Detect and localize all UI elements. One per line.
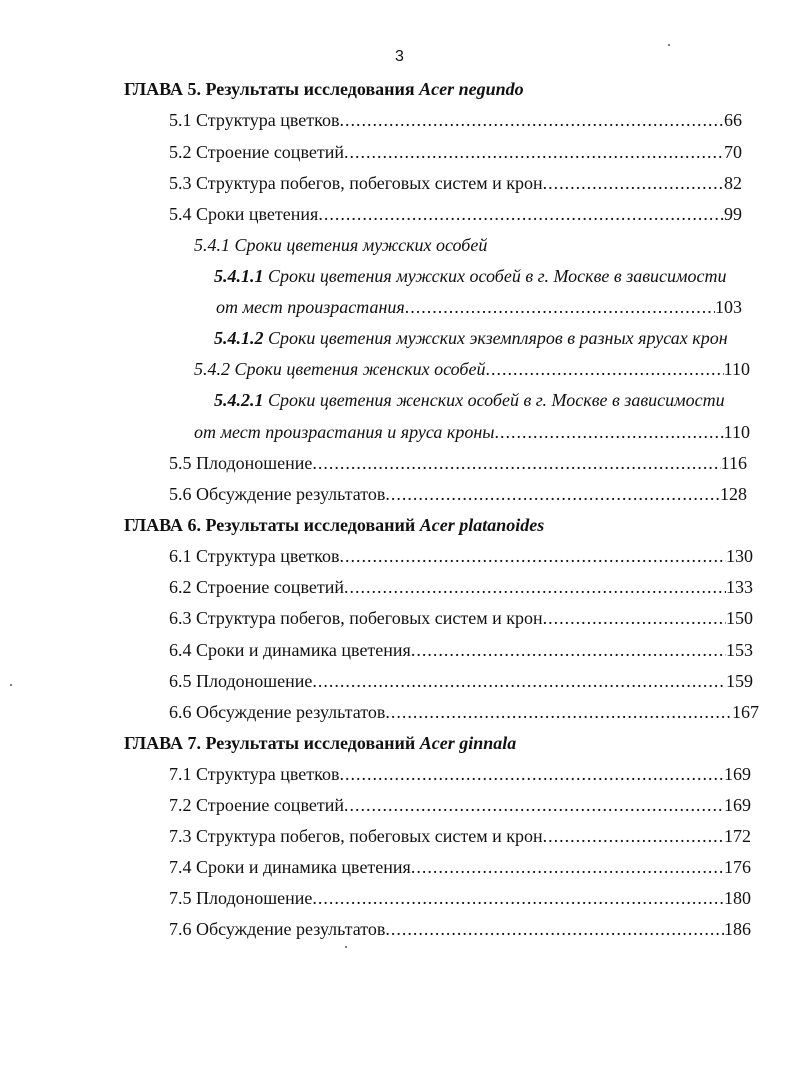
toc-entry-title: Сроки цветения мужских экземпляров в разных ярусах крон [268, 328, 728, 348]
toc-entry-6-1[interactable] [169, 545, 753, 567]
toc-entry-page: 153 [726, 640, 753, 660]
toc-entry-5-4-2-1[interactable] [214, 389, 725, 411]
toc-entry-page: 116 [720, 453, 747, 473]
toc-entry-title: 5.1 Структура цветков [169, 110, 340, 130]
toc-entry-title: 5.4.2 Сроки цветения женских особей [194, 359, 486, 379]
toc-entry-title: 7.1 Структура цветков [169, 764, 340, 784]
toc-entry-7-3[interactable] [169, 825, 751, 847]
toc-entry-number: 5.4.1.2 [214, 328, 264, 348]
chapter-7-heading [124, 732, 516, 754]
page-number: 3 [395, 48, 404, 65]
toc-entry-5-4-1-1[interactable] [214, 265, 727, 287]
toc-entry-5-1[interactable] [169, 109, 742, 131]
toc-entry-title: от мест произрастания и яруса кроны [194, 422, 495, 442]
scan-speck [10, 684, 12, 686]
toc-entry-title: Сроки цветения мужских особей в г. Москве в зависимости [268, 266, 727, 286]
toc-entry-7-6[interactable] [169, 918, 751, 940]
toc-entry-7-4[interactable] [169, 856, 751, 878]
toc-entry-page: 169 [724, 795, 751, 815]
toc-entry-7-1[interactable] [169, 763, 751, 785]
toc-entry-number: 5.4.2.1 [214, 390, 264, 410]
toc-entry-5-4-1-2[interactable] [214, 327, 728, 349]
toc-entry-title: 6.2 Строение соцветий [169, 577, 344, 597]
toc-entry-title: 7.6 Обсуждение результатов [169, 919, 386, 939]
toc-entry-5-3[interactable] [169, 172, 742, 194]
toc-entry-title: 5.4 Сроки цветения [169, 204, 319, 224]
toc-entry-6-3[interactable] [169, 607, 753, 629]
toc-entry-title: 6.3 Структура побегов, побеговых систем и крон [169, 608, 543, 628]
chapter-5-heading [124, 78, 524, 100]
toc-entry-6-5[interactable] [169, 670, 753, 692]
toc-entry-page: 103 [715, 297, 742, 317]
toc-entry-5-4-1[interactable]: 5.4.1 Сроки цветения мужских особей [194, 235, 488, 255]
scan-speck [345, 946, 347, 948]
toc-entry-page: 99 [724, 204, 742, 224]
chapter-7-heading-text: ГЛАВА 7. Результаты исследований [124, 733, 416, 753]
toc-entry-7-2[interactable] [169, 794, 751, 816]
toc-entry-page: 159 [726, 671, 753, 691]
toc-entry-title: 7.4 Сроки и динамика цветения [169, 857, 411, 877]
toc-entry-title: 6.1 Структура цветков [169, 546, 340, 566]
toc-entry-page: 110 [723, 359, 750, 379]
toc-entry-title: 5.6 Обсуждение результатов [169, 484, 386, 504]
toc-entry-5-4-2[interactable] [194, 358, 750, 380]
toc-entry-page: 130 [726, 546, 753, 566]
toc-entry-5-2[interactable] [169, 141, 742, 163]
toc-entry-page: 169 [724, 764, 751, 784]
toc-entry-page: 186 [724, 919, 751, 939]
toc-entry-title: 5.5 Плодоношение [169, 453, 313, 473]
toc-entry-5-5[interactable] [169, 452, 747, 474]
toc-entry-6-4[interactable] [169, 639, 753, 661]
toc-entry-page: 70 [724, 142, 742, 162]
toc-entry-title: 6.4 Сроки и динамика цветения [169, 640, 411, 660]
chapter-5-species: Acer negundo [419, 79, 524, 99]
toc-entry-title: 6.5 Плодоношение [169, 671, 313, 691]
chapter-6-species: Acer platanoides [419, 515, 545, 535]
scan-speck [668, 44, 670, 46]
toc-entry-5-6[interactable] [169, 483, 747, 505]
chapter-7-species: Acer ginnala [419, 733, 517, 753]
toc-entry-page: 82 [724, 173, 742, 193]
toc-entry-title: от мест произрастания [216, 297, 405, 317]
toc-entry-page: 150 [726, 608, 753, 628]
toc-entry-5-4-1-1-cont[interactable] [216, 296, 742, 318]
toc-entry-page: 110 [723, 422, 750, 442]
toc-entry-title: 5.2 Строение соцветий [169, 142, 344, 162]
toc-entry-title: 7.2 Строение соцветий [169, 795, 344, 815]
toc-entry-page: 167 [732, 702, 759, 722]
toc-entry-6-6[interactable] [169, 701, 759, 723]
toc-entry-title: 6.6 Обсуждение результатов [169, 702, 386, 722]
toc-entry-7-5[interactable] [169, 887, 751, 909]
toc-entry-page: 66 [724, 110, 742, 130]
toc-entry-title: 7.3 Структура побегов, побеговых систем и крон [169, 826, 543, 846]
toc-entry-page: 128 [720, 484, 747, 504]
chapter-6-heading [124, 514, 544, 536]
toc-entry-title: 7.5 Плодоношение [169, 888, 313, 908]
toc-entry-6-2[interactable] [169, 576, 753, 598]
toc-entry-page: 176 [724, 857, 751, 877]
toc-entry-title: Сроки цветения женских особей в г. Москве в зависимости [268, 390, 725, 410]
toc-entry-5-4-2-1-cont[interactable] [194, 421, 750, 443]
toc-entry-page: 133 [726, 577, 753, 597]
toc-entry-number: 5.4.1.1 [214, 266, 264, 286]
toc-entry-page: 172 [724, 826, 751, 846]
chapter-6-heading-text: ГЛАВА 6. Результаты исследований [124, 515, 416, 535]
toc-entry-5-4[interactable] [169, 203, 742, 225]
toc-entry-page: 180 [724, 888, 751, 908]
toc-entry-title: 5.3 Структура побегов, побеговых систем и крон [169, 173, 543, 193]
chapter-5-heading-text: ГЛАВА 5. Результаты исследования [124, 79, 415, 99]
